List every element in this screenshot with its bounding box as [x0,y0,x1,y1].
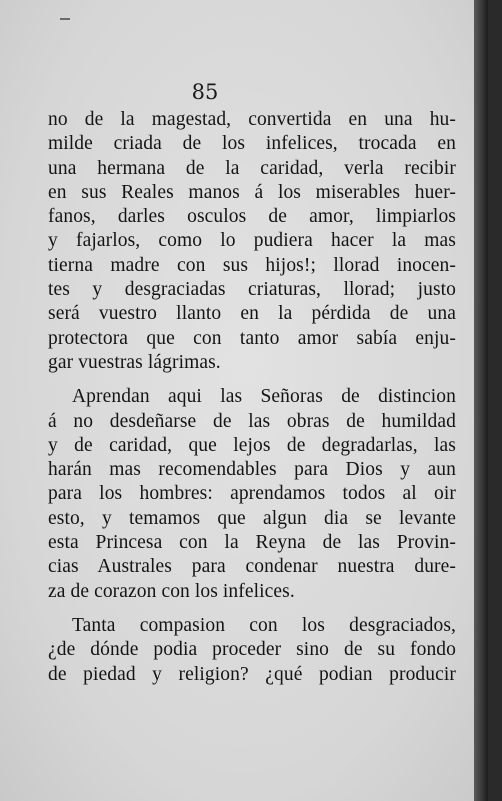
text-line: será vuestro llanto en la pérdida de una [48,303,456,325]
text-line: esto, y temamos que algun dia se levante [48,507,456,529]
text-line: tes y desgraciadas criaturas, llorad; justo [48,279,456,301]
text-line: harán mas recomendables para Dios y aun [48,459,456,481]
paragraph-3 [48,614,456,687]
text-line: cias Australes para condenar nuestra dure- [48,556,456,578]
text-line: á no desdeñarse de las obras de humildad [48,410,456,432]
text-line: fanos, darles osculos de amor, limpiarlos [48,206,456,228]
text-line: protectora que con tanto amor sabía enju- [48,327,456,349]
text-line: de piedad y religion? ¿qué podian producir [48,663,456,685]
text-line: una hermana de la caridad, verla recibir [48,157,456,179]
text-line: za de corazon con los infelices. [48,580,295,602]
text-line: y de caridad, que lejos de degradarlas, las [48,434,456,456]
page-mark [60,18,70,20]
text-line: no de la magestad, convertida en una hu- [48,109,456,130]
text-line: y fajarlos, como lo pudiera hacer la mas [48,230,456,252]
text-line: Tanta compasion con los desgraciados, [72,614,456,636]
text-line: milde criada de los infelices, trocada en [48,133,456,155]
body-text [48,108,456,687]
paragraph-1 [48,108,456,375]
page-edge [474,0,488,801]
text-line: esta Princesa con la Reyna de las Provin- [48,532,456,554]
text-line: Aprendan aqui las Señoras de distincion [72,386,456,408]
text-line: ¿de dónde podia proceder sino de su fondo [48,639,456,661]
text-line: para los hombres: aprendamos todos al oir [48,483,456,505]
text-line: tierna madre con sus hijos!; llorad inocen- [48,254,456,276]
paragraph-2 [48,385,456,604]
text-line: gar vuestras lágrimas. [48,351,221,373]
text-line: en sus Reales manos á los miserables huer- [48,181,456,203]
page-number: 85 [191,80,219,104]
